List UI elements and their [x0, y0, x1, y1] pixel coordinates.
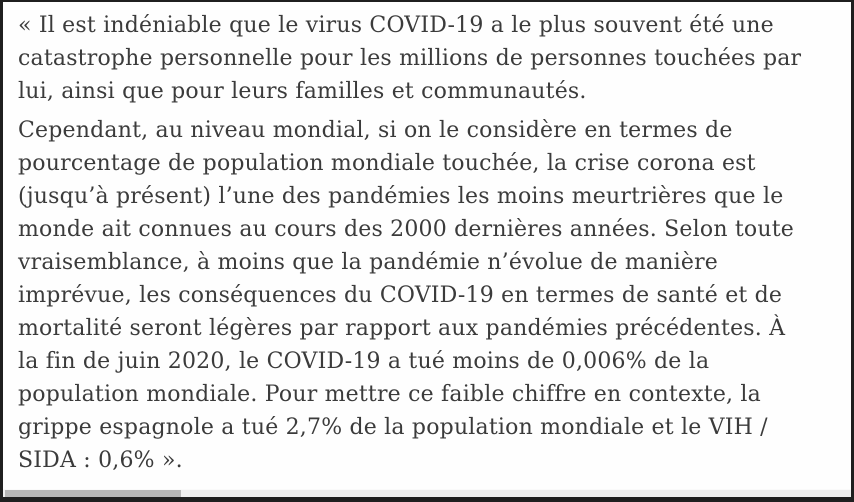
horizontal-scrollbar-track[interactable]	[3, 489, 851, 497]
text-line: « Il est indéniable que le virus COVID-19 a le plus souvent été une	[18, 13, 774, 38]
text-line: population mondiale. Pour mettre ce faible chiffre en contexte, la	[18, 382, 761, 407]
text-line: monde ait connues au cours des 2000 dernières années. Selon toute	[18, 217, 794, 242]
paragraph	[18, 114, 835, 477]
text-line: vraisemblance, à moins que la pandémie n’évolue de manière	[18, 250, 719, 275]
text-line: lui, ainsi que pour leurs familles et communautés.	[18, 79, 587, 104]
text-line: mortalité seront légères par rapport aux pandémies précédentes. À	[18, 316, 786, 341]
paragraph	[18, 9, 835, 108]
text-line: (jusqu’à présent) l’une des pandémies les moins meurtrières que le	[18, 184, 784, 209]
text-line: la fin de juin 2020, le COVID-19 a tué moins de 0,006% de la	[18, 349, 710, 374]
text-line: catastrophe personnelle pour les millions de personnes touchées par	[18, 46, 802, 71]
text-line: grippe espagnole a tué 2,7% de la population mondiale et le VIH /	[18, 415, 768, 440]
text-line: SIDA : 0,6% ».	[18, 448, 183, 473]
horizontal-scrollbar-thumb[interactable]	[5, 490, 181, 498]
text-line: Cependant, au niveau mondial, si on le considère en termes de	[18, 118, 733, 143]
text-line: pourcentage de population mondiale touchée, la crise corona est	[18, 151, 756, 176]
text-line: imprévue, les conséquences du COVID-19 en termes de santé et de	[18, 283, 783, 308]
quote-text	[3, 2, 851, 477]
